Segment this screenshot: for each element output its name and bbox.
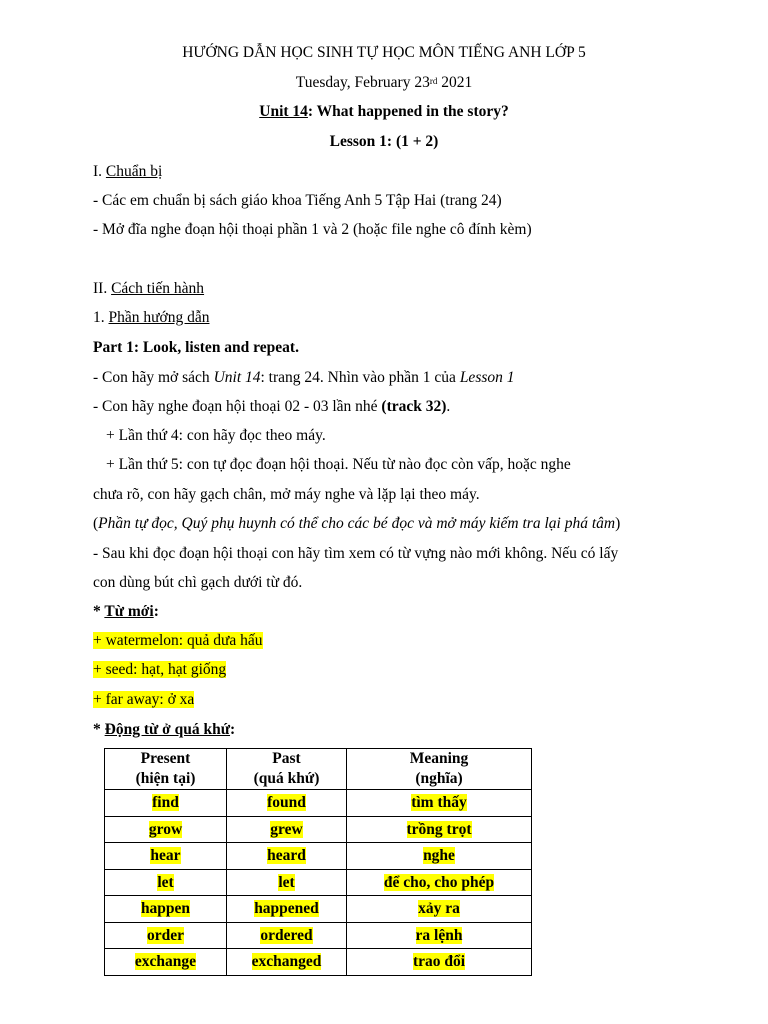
section-2-heading: II. Cách tiến hành — [93, 280, 205, 297]
instruction-line-2: - Con hãy nghe đoạn hội thoại 02 - 03 lần nhé (track 32). — [93, 398, 451, 415]
table-row — [105, 922, 532, 949]
present-cell: find — [105, 790, 227, 817]
column-header-present: Present (hiện tại) — [105, 749, 227, 790]
past-cell: ordered — [227, 922, 347, 949]
meaning-cell: để cho, cho phép — [347, 869, 532, 896]
table-row — [105, 869, 532, 896]
past-cell: grew — [227, 816, 347, 843]
meaning-cell: nghe — [347, 843, 532, 870]
instruction-line-5: chưa rõ, con hãy gạch chân, mở máy nghe và lặp lại theo máy. — [93, 486, 480, 503]
meaning-cell: xảy ra — [347, 896, 532, 923]
part-1-heading: Part 1: Look, listen and repeat. — [93, 339, 299, 356]
document-title: HƯỚNG DẪN HỌC SINH TỰ HỌC MÔN TIẾNG ANH LỚP 5 — [182, 44, 586, 61]
document-date: Tuesday, February 23rd 2021 — [295, 74, 473, 91]
past-verbs-table — [104, 748, 532, 976]
instruction-line-4: + Lần thứ 5: con tự đọc đoạn hội thoại. Nếu từ nào đọc còn vấp, hoặc nghe — [106, 456, 571, 473]
present-cell: grow — [105, 816, 227, 843]
present-cell: happen — [105, 896, 227, 923]
column-header-meaning: Meaning (nghĩa) — [347, 749, 532, 790]
unit-title: Unit 14: What happened in the story? — [259, 103, 509, 120]
table-row — [105, 896, 532, 923]
table-row — [105, 949, 532, 976]
instruction-line-8: con dùng bút chì gạch dưới từ đó. — [93, 574, 303, 591]
present-cell: order — [105, 922, 227, 949]
meaning-cell: trao đổi — [347, 949, 532, 976]
table-header-row — [105, 749, 532, 790]
meaning-cell: ra lệnh — [347, 922, 532, 949]
present-cell: let — [105, 869, 227, 896]
new-word-item: + far away: ở xa — [93, 691, 195, 708]
past-cell: found — [227, 790, 347, 817]
past-verbs-heading: * Động từ ở quá khứ: — [93, 721, 236, 738]
new-word-item: + seed: hạt, hạt giống — [93, 661, 227, 678]
new-word-item: + watermelon: quả dưa hấu — [93, 632, 263, 649]
parent-note: (Phần tự đọc, Quý phụ huynh có thể cho các bé đọc và mở máy kiếm tra lại phá tâm) — [93, 515, 621, 532]
present-cell: exchange — [105, 949, 227, 976]
subsection-heading: 1. Phần hướng dẫn — [93, 309, 210, 326]
past-cell: heard — [227, 843, 347, 870]
lesson-title: Lesson 1: (1 + 2) — [329, 133, 439, 150]
instruction-line-7: - Sau khi đọc đoạn hội thoại con hãy tìm xem có từ vựng nào mới không. Nếu có lấy — [93, 545, 619, 562]
section-1-heading: I. Chuẩn bị — [93, 163, 163, 180]
table-row — [105, 816, 532, 843]
section-1-line-1: - Các em chuẩn bị sách giáo khoa Tiếng Anh 5 Tập Hai (trang 24) — [93, 192, 502, 209]
section-1-line-2: - Mở đĩa nghe đoạn hội thoại phần 1 và 2 (hoặc file nghe cô đính kèm) — [93, 221, 532, 238]
column-header-past: Past (quá khứ) — [227, 749, 347, 790]
past-cell: exchanged — [227, 949, 347, 976]
past-cell: let — [227, 869, 347, 896]
past-cell: happened — [227, 896, 347, 923]
meaning-cell: tìm thấy — [347, 790, 532, 817]
meaning-cell: trồng trọt — [347, 816, 532, 843]
table-row — [105, 843, 532, 870]
table-row — [105, 790, 532, 817]
present-cell: hear — [105, 843, 227, 870]
instruction-line-3: + Lần thứ 4: con hãy đọc theo máy. — [106, 427, 326, 444]
instruction-line-1: - Con hãy mở sách Unit 14: trang 24. Nhìn vào phần 1 của Lesson 1 — [93, 369, 515, 386]
new-words-heading: * Từ mới: — [93, 603, 159, 620]
